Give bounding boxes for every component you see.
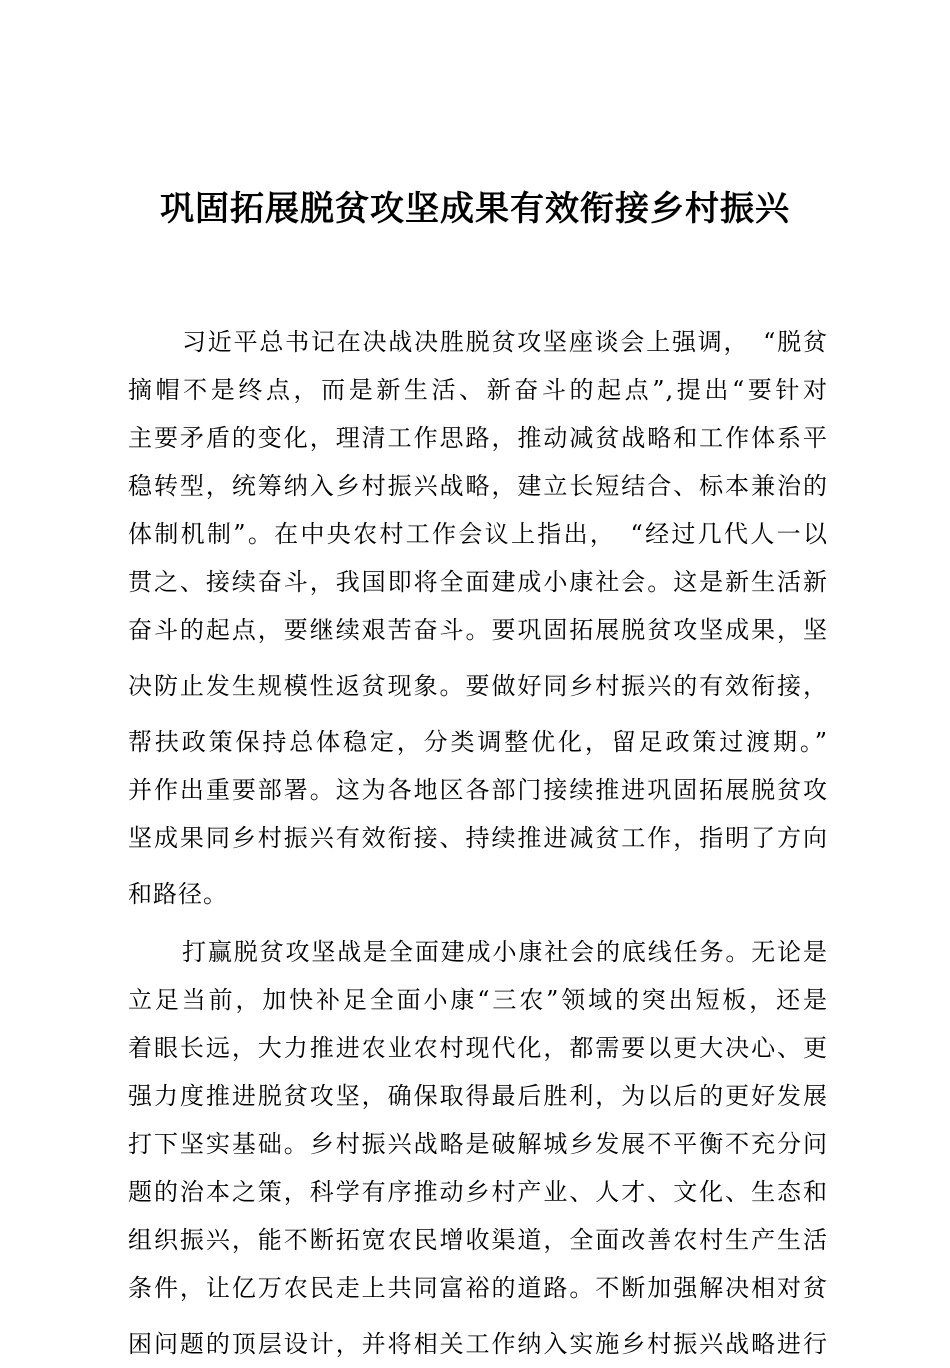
paragraph-line: 决防止发生规模性返贫现象。要做好同乡村振兴的有效衔接， (128, 672, 828, 700)
paragraph-line: 组织振兴，能不断拓宽农民增收渠道，全面改善农村生产生活 (128, 1226, 828, 1254)
paragraph-1 (128, 318, 828, 918)
document-title: 巩固拓展脱贫攻坚成果有效衔接乡村振兴 (160, 189, 790, 229)
paragraph-line: 条件，让亿万农民走上共同富裕的道路。不断加强解决相对贫 (128, 1274, 828, 1302)
paragraph-line: 主要矛盾的变化，理清工作思路，推动减贫战略和工作体系平 (128, 424, 828, 452)
paragraph-line: 体制机制”。在中央农村工作会议上指出， “经过几代人一以 (128, 520, 828, 548)
paragraph-line: 打赢脱贫攻坚战是全面建成小康社会的底线任务。无论是 (182, 938, 828, 966)
paragraph-line: 习近平总书记在决战决胜脱贫攻坚座谈会上强调， “脱贫 (182, 328, 828, 356)
paragraph-line: 立足当前，加快补足全面小康“三农”领域的突出短板，还是 (128, 986, 828, 1014)
paragraph-line: 贯之、接续奋斗，我国即将全面建成小康社会。这是新生活新 (128, 568, 828, 596)
paragraph-line: 强力度推进脱贫攻坚，确保取得最后胜利，为以后的更好发展 (128, 1082, 828, 1110)
paragraph-line: 题的治本之策，科学有序推动乡村产业、人才、文化、生态和 (128, 1178, 828, 1206)
paragraph-line: 和路径。 (128, 880, 228, 908)
paragraph-line: 着眼长远，大力推进农业农村现代化，都需要以更大决心、更 (128, 1034, 828, 1062)
document-body (128, 318, 828, 1368)
paragraph-line: 帮扶政策保持总体稳定，分类调整优化，留足政策过渡期。” (128, 728, 828, 756)
paragraph-2 (128, 928, 828, 1368)
paragraph-line: 打下坚实基础。乡村振兴战略是破解城乡发展不平衡不充分问 (128, 1130, 828, 1158)
paragraph-spacer (128, 918, 828, 928)
paragraph-line: 稳转型，统筹纳入乡村振兴战略，建立长短结合、标本兼治的 (128, 472, 828, 500)
paragraph-line: 摘帽不是终点，而是新生活、新奋斗的起点”,提出“要针对 (128, 376, 828, 404)
paragraph-line: 并作出重要部署。这为各地区各部门接续推进巩固拓展脱贫攻 (128, 776, 828, 804)
paragraph-line: 坚成果同乡村振兴有效衔接、持续推进减贫工作，指明了方向 (128, 824, 828, 852)
paragraph-line: 奋斗的起点，要继续艰苦奋斗。要巩固拓展脱贫攻坚成果，坚 (128, 616, 828, 644)
paragraph-line: 困问题的顶层设计，并将相关工作纳入实施乡村振兴战略进行 (128, 1330, 828, 1358)
